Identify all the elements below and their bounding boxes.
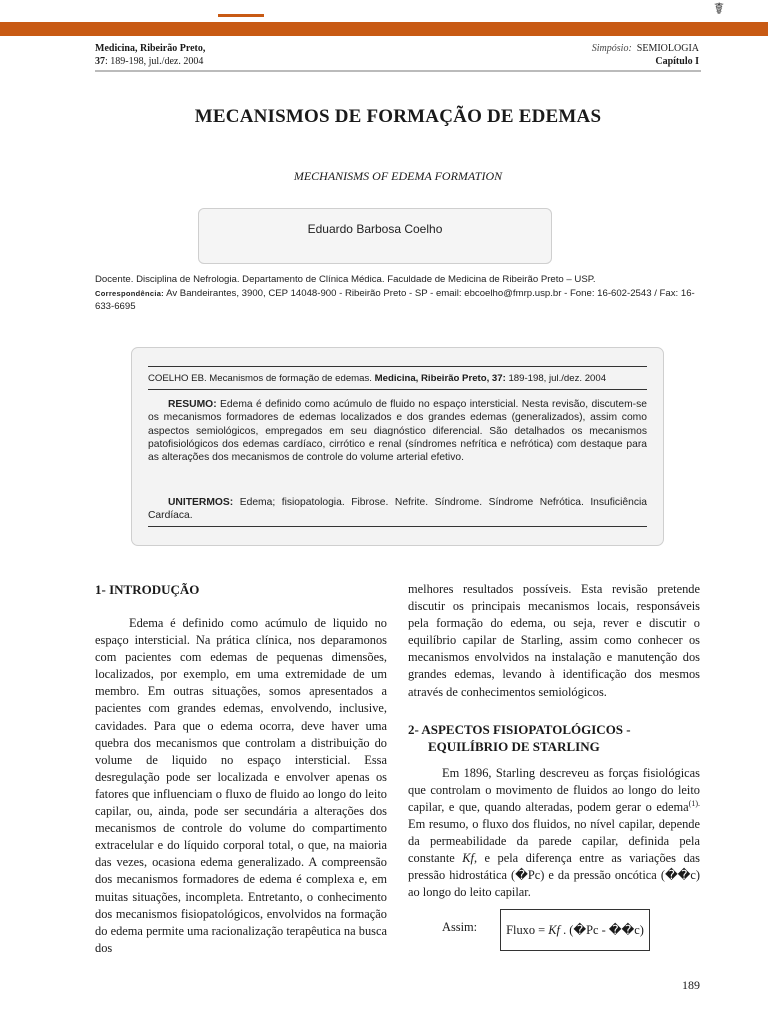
journal-name: Medicina, Ribeirão Preto, bbox=[95, 43, 206, 54]
running-header-right bbox=[459, 42, 699, 68]
author-box bbox=[198, 208, 552, 264]
author-name: Eduardo Barbosa Coelho bbox=[307, 222, 443, 236]
section1-heading: 1- INTRODUÇÃO bbox=[95, 582, 200, 597]
page-number: 189 bbox=[682, 978, 700, 992]
section2-paragraph: Em 1896, Starling descreveu as forças fisiológicas que controlam o movimento de fluidos ao longo do leito capilar, e que, quando alteradas, podem gerar o edema$^{(1).}$ Em resumo, o fluxo dos fluidos, no nível capilar, depende da permeabilidade da parede capilar, definida pela constante Kf, e pela diferença entre as variações das pressão hidrostática (�Pc) e da pressão oncótica (��c) ao longo do leito capilar. bbox=[408, 765, 700, 900]
symposium-line: Simpósio: SEMIOLOGIA bbox=[591, 43, 699, 54]
affiliation-line: Docente. Disciplina de Nefrologia. Departamento de Clínica Médica. Faculdade de Medicina de Ribeirão Preto – USP. bbox=[95, 274, 596, 285]
abstract-citation: COELHO EB. Mecanismos de formação de edemas. Medicina, Ribeirão Preto, 37: 189-198, jul./dez. 2004 bbox=[148, 373, 607, 384]
correspondence-line: Correspondência: Av Bandeirantes, 3900, CEP 14048-900 - Ribeirão Preto - SP - email: ebcoelho@fmrp.usp.br - Fone: 16-602-2543 / Fax: 16- 633-6695 bbox=[95, 287, 695, 312]
right-column bbox=[408, 581, 700, 953]
section2-heading: 2- ASPECTOS FISIOPATOLÓGICOS - EQUILÍBRIO DE STARLING bbox=[408, 721, 631, 754]
journal-issue: 37: 189-198, jul./dez. 2004 bbox=[95, 56, 204, 67]
abstract-bottom-rule bbox=[148, 526, 647, 527]
reference-marker: (1). bbox=[688, 798, 700, 808]
header-divider bbox=[95, 70, 701, 72]
starling-formula-box: Fluxo = Kf . (�Pc - ��c) bbox=[500, 909, 650, 951]
section1-continuation: melhores resultados possíveis. Esta revisão pretende discutir os principais mecanismos locais, responsáveis pela formação do edema, ou seja, rever e discutir o equilíbrio capilar de Starling, assim como conhecer os mecanismos envolvidos na instalação e manutenção dos grandes edemas, levando à identificação dos mesmos através de conhecimentos semiológicos. bbox=[408, 582, 700, 699]
left-column bbox=[95, 581, 387, 957]
abstract-resumo: RESUMO: Edema é definido como acúmulo de fluido no espaço intersticial. Nesta revisão, discutem-se os mecanismos formadores de edemas localizados e dos grandes edemas (generalizados), assim como aspectos semiológicos, empregados em seu diagnóstico diferencial. São detalhados os mecanismos patofisiológicos dos edemas cardíaco, cirrótico e renal (síndromes nefrítica e nefrótica) com destaque para as alterações dos mecanismos de controle do volume arterial efetivo. bbox=[148, 399, 647, 464]
formula-row bbox=[408, 909, 700, 953]
chapter-label: Capítulo I bbox=[655, 56, 699, 67]
abstract-top-rule bbox=[148, 366, 647, 367]
section1-paragraph: Edema é definido como acúmulo de liquido no espaço intersticial. Na prática clínica, nos deparamonos com pacientes com edemas de pequenas dimensões, localizados, por exemplo, em uma extremidade de um membro. Em outras situações, somos apresentados a pacientes com grandes edemas, envolvendo, inclusive, cavidades. Para que o edema ocorra, deve haver uma quebra dos mecanismos que controlam a distribuição do volume de liquido no espaço intersticial. Essa desregulação pode ser localizada e envolver apenas os fatores que influenciam o fluxo de fluido ao longo do leito capilar, ou, ainda, pode ser secundária a alterações dos mecanismos de controle do volume do compartimento extracelular e do líquido corporal total, o que, na maioria das vezes, ocasiona edema generalizado. A compreensão dos mecanismos formadores de edema é complexa e, em muitas situações, incompleta. Entretanto, o conhecimento dos mecanismos fisiopatológicos, envolvidos na formação do edema permite uma racionalização terapêutica na busca dos bbox=[95, 616, 387, 955]
article-subtitle: MECHANISMS OF EDEMA FORMATION bbox=[293, 169, 503, 183]
top-banner bbox=[0, 0, 768, 36]
affiliation-block bbox=[95, 273, 701, 314]
article-title: MECANISMOS DE FORMAÇÃO DE EDEMAS bbox=[194, 106, 602, 127]
abstract-citation-rule bbox=[148, 389, 647, 390]
abstract-unitermos: UNITERMOS: Edema; fisiopatologia. Fibrose. Nefrite. Síndrome. Síndrome Nefrótica. Insuficiência Cardíaca. bbox=[148, 497, 647, 522]
top-color-band bbox=[0, 22, 768, 36]
top-accent-tab bbox=[218, 14, 264, 17]
assim-label: Assim: bbox=[442, 920, 478, 935]
journal-logo-icon: ☤ bbox=[713, 1, 725, 18]
running-header-left bbox=[95, 42, 395, 68]
